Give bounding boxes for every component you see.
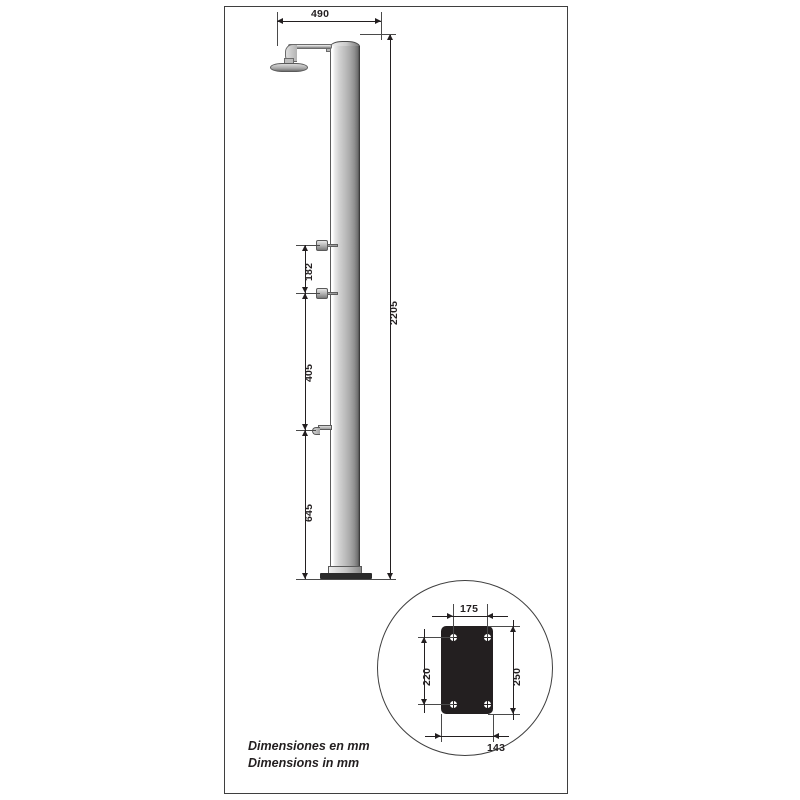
total-height-extension-bottom xyxy=(372,579,396,580)
caption-line-es: Dimensiones en mm xyxy=(248,739,370,753)
dim-182-arrow-top xyxy=(302,245,308,251)
dim-2205: 2205 xyxy=(388,300,400,325)
dim-220-arrow-bottom xyxy=(421,699,427,705)
dim-645: 645 xyxy=(303,503,315,522)
lower-spout-nose xyxy=(312,427,320,435)
caption xyxy=(248,738,370,772)
dim-250: 250 xyxy=(511,667,523,686)
lower-spout-body xyxy=(318,425,332,430)
plate-hole-bottom-right xyxy=(484,701,491,708)
dim-175-arrow-left xyxy=(487,613,493,619)
dim-405: 405 xyxy=(303,363,315,382)
width-arrow-left xyxy=(277,18,283,24)
dim-143: 143 xyxy=(487,742,506,754)
shower-column xyxy=(330,46,360,573)
width-extension-right xyxy=(381,12,382,40)
ext-250-bottom xyxy=(488,714,520,715)
dim-line-405 xyxy=(305,293,306,430)
width-arrow-right xyxy=(375,18,381,24)
width-dimension-line xyxy=(277,21,381,22)
dim-175: 175 xyxy=(460,603,479,615)
dim-182: 182 xyxy=(303,262,315,281)
total-height-extension-top xyxy=(360,34,396,35)
dim-175-arrow-right xyxy=(447,613,453,619)
middle-valve-stem xyxy=(327,292,338,295)
ext-line-middle-valve xyxy=(296,293,320,294)
dim-490: 490 xyxy=(311,8,330,20)
caption-line-en: Dimensions in mm xyxy=(248,756,360,770)
dim-143-arrow-left xyxy=(493,733,499,739)
ext-175-right xyxy=(487,604,488,638)
dim-645-arrow-top xyxy=(302,430,308,436)
dim-645-arrow-bottom xyxy=(302,573,308,579)
shower-head xyxy=(270,63,308,72)
dim-143-arrow-right xyxy=(435,733,441,739)
ext-175-left xyxy=(453,604,454,638)
upper-valve-stem xyxy=(327,244,338,247)
dim-220: 220 xyxy=(421,667,433,686)
dim-250-arrow-top xyxy=(510,626,516,632)
ext-line-base xyxy=(296,579,372,580)
ext-line-upper-valve xyxy=(296,245,320,246)
dim-405-arrow-top xyxy=(302,293,308,299)
dim-line-175 xyxy=(432,616,508,617)
ext-143-left xyxy=(441,714,442,742)
dim-250-arrow-bottom xyxy=(510,708,516,714)
dim-220-arrow-top xyxy=(421,637,427,643)
